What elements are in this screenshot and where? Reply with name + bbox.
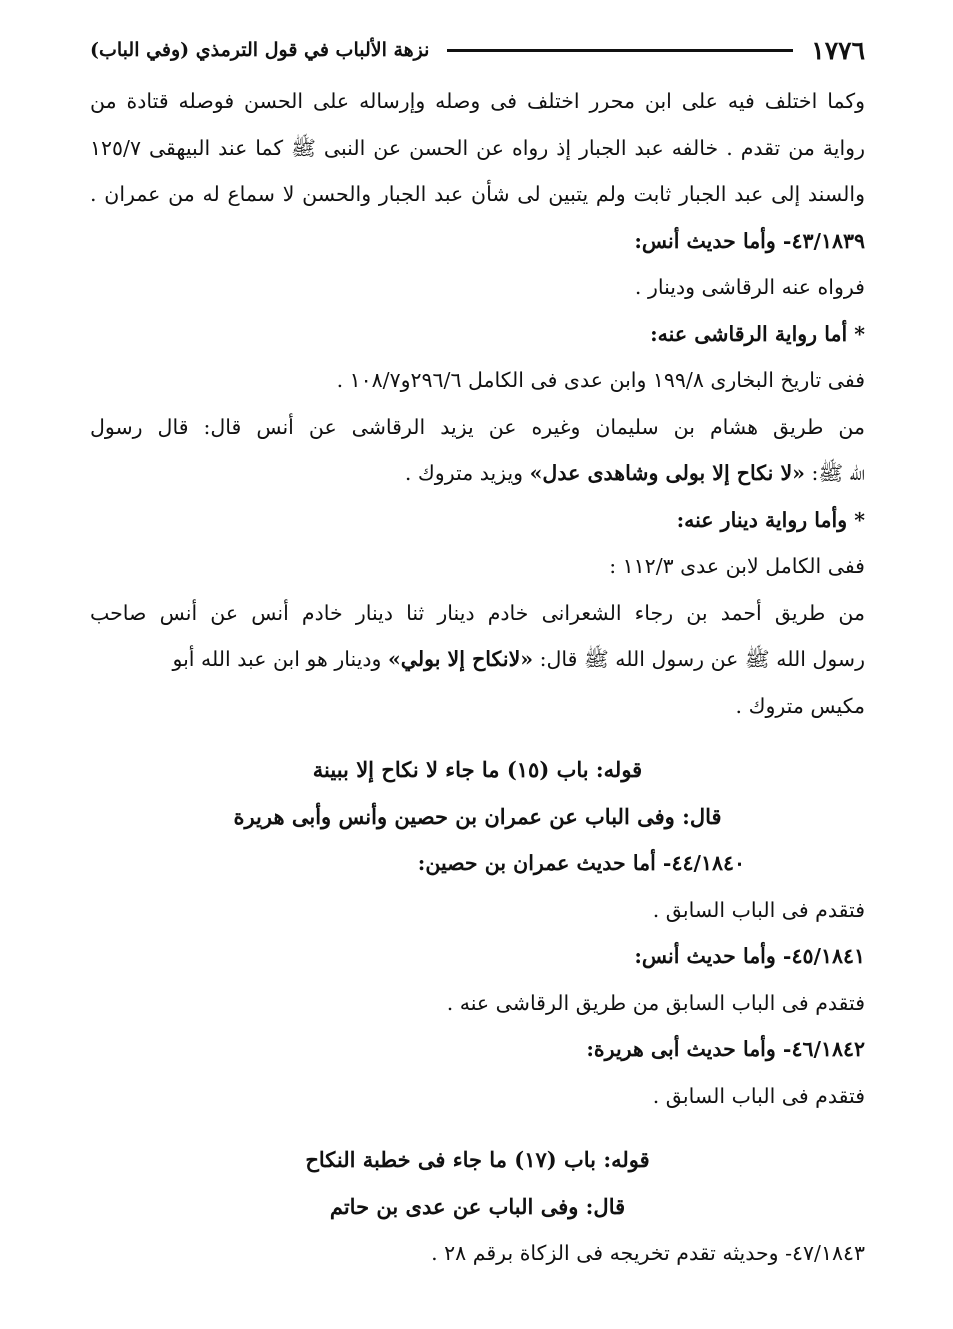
chapter-heading: قوله: باب (١٥) ما جاء لا نكاح إلا ببينة: [312, 757, 643, 782]
running-title: نزهة الألباب في قول الترمذي (وفي الباب): [90, 39, 430, 61]
header-rule: [447, 49, 793, 52]
text-line: ففى تاريخ البخارى ١٩٩/٨ وابن عدى فى الكامل ٢٩٦/٦و١٠٨/٧ .: [336, 368, 865, 392]
text-line: ٤٧/١٨٤٣- وحديثه تقدم تخريجه فى الزكاة برقم ٢٨ .: [431, 1241, 865, 1265]
text-line: فتقدم فى الباب السابق .: [652, 1083, 865, 1108]
chapter-heading: قوله: باب (١٧) ما جاء فى خطبة النكاح: [305, 1147, 650, 1172]
text-line: [90, 636, 865, 683]
hadith-heading: ٤٥/١٨٤١- وأما حديث أنس:: [634, 944, 865, 968]
text-span: ويزيد متروك .: [404, 461, 530, 485]
text-line: والسند إلى عبد الجبار ثابت ولم يتبين لى شأن عبد الجبار والحسن لا سماع له من عمران .: [90, 182, 865, 206]
text-span: الله ﷺ:: [804, 461, 865, 485]
hadith-heading: ٤٣/١٨٣٩- وأما حديث أنس:: [634, 228, 865, 253]
text-line: فرواه عنه الرقاشى ودينار .: [634, 275, 865, 299]
chapter-subheading: قال: وفى الباب عن عمران بن حصين وأنس وأبى هريرة: [233, 803, 722, 829]
text-line: من طريق هشام بن سليمان وغيره عن يزيد الرقاشى عن أنس قال: قال رسول: [90, 414, 865, 439]
text-line: من طريق أحمد بن رجاء الشعرانى خادم دينار ثنا دينار خادم أنس عن أنس صاحب: [90, 600, 865, 625]
hadith-quote: «لا نكاح إلا بولى وشاهدى عدل»: [529, 461, 805, 485]
hadith-quote: «لانكاح إلا بولي»: [387, 647, 534, 671]
text-line: وكما اختلف فيه على ابن محرر اختلف فى وصله وإرساله على الحسن فوصله قتادة من: [90, 89, 865, 113]
text-line: فتقدم فى الباب السابق .: [652, 897, 865, 922]
text-line: [90, 450, 865, 497]
text-line: فتقدم فى الباب السابق من طريق الرقاشى عنه .: [446, 990, 865, 1015]
chapter-subheading: قال: وفى الباب عن عدى بن حاتم: [329, 1193, 626, 1219]
page-number: ١٧٧٦: [811, 35, 865, 65]
hadith-heading: ٤٦/١٨٤٢- وأما حديث أبى هريرة:: [586, 1037, 865, 1061]
text-line: مكيس متروك .: [735, 693, 865, 718]
sub-heading: * أما رواية الرقاشى عنه:: [650, 321, 865, 346]
sub-heading: * وأما رواية دينار عنه:: [676, 507, 865, 532]
text-span: ودينار هو ابن عبد الله أبو: [172, 647, 388, 671]
page-header: [90, 30, 865, 70]
page-body: [90, 78, 865, 1277]
section-gap: [90, 1119, 865, 1137]
hadith-heading: ٤٤/١٨٤٠- أما حديث عمران بن حصين:: [417, 851, 745, 875]
text-line: رواية من تقدم . خالفه عبد الجبار إذ رواه عن الحسن عن النبى ﷺ كما عند البيهقى ١٢٥/٧: [90, 135, 865, 160]
section-gap: [90, 729, 865, 747]
text-line: ففى الكامل لابن عدى ١١٢/٣ :: [609, 554, 865, 578]
text-span: رسول الله ﷺ عن رسول الله ﷺ قال:: [533, 647, 865, 671]
